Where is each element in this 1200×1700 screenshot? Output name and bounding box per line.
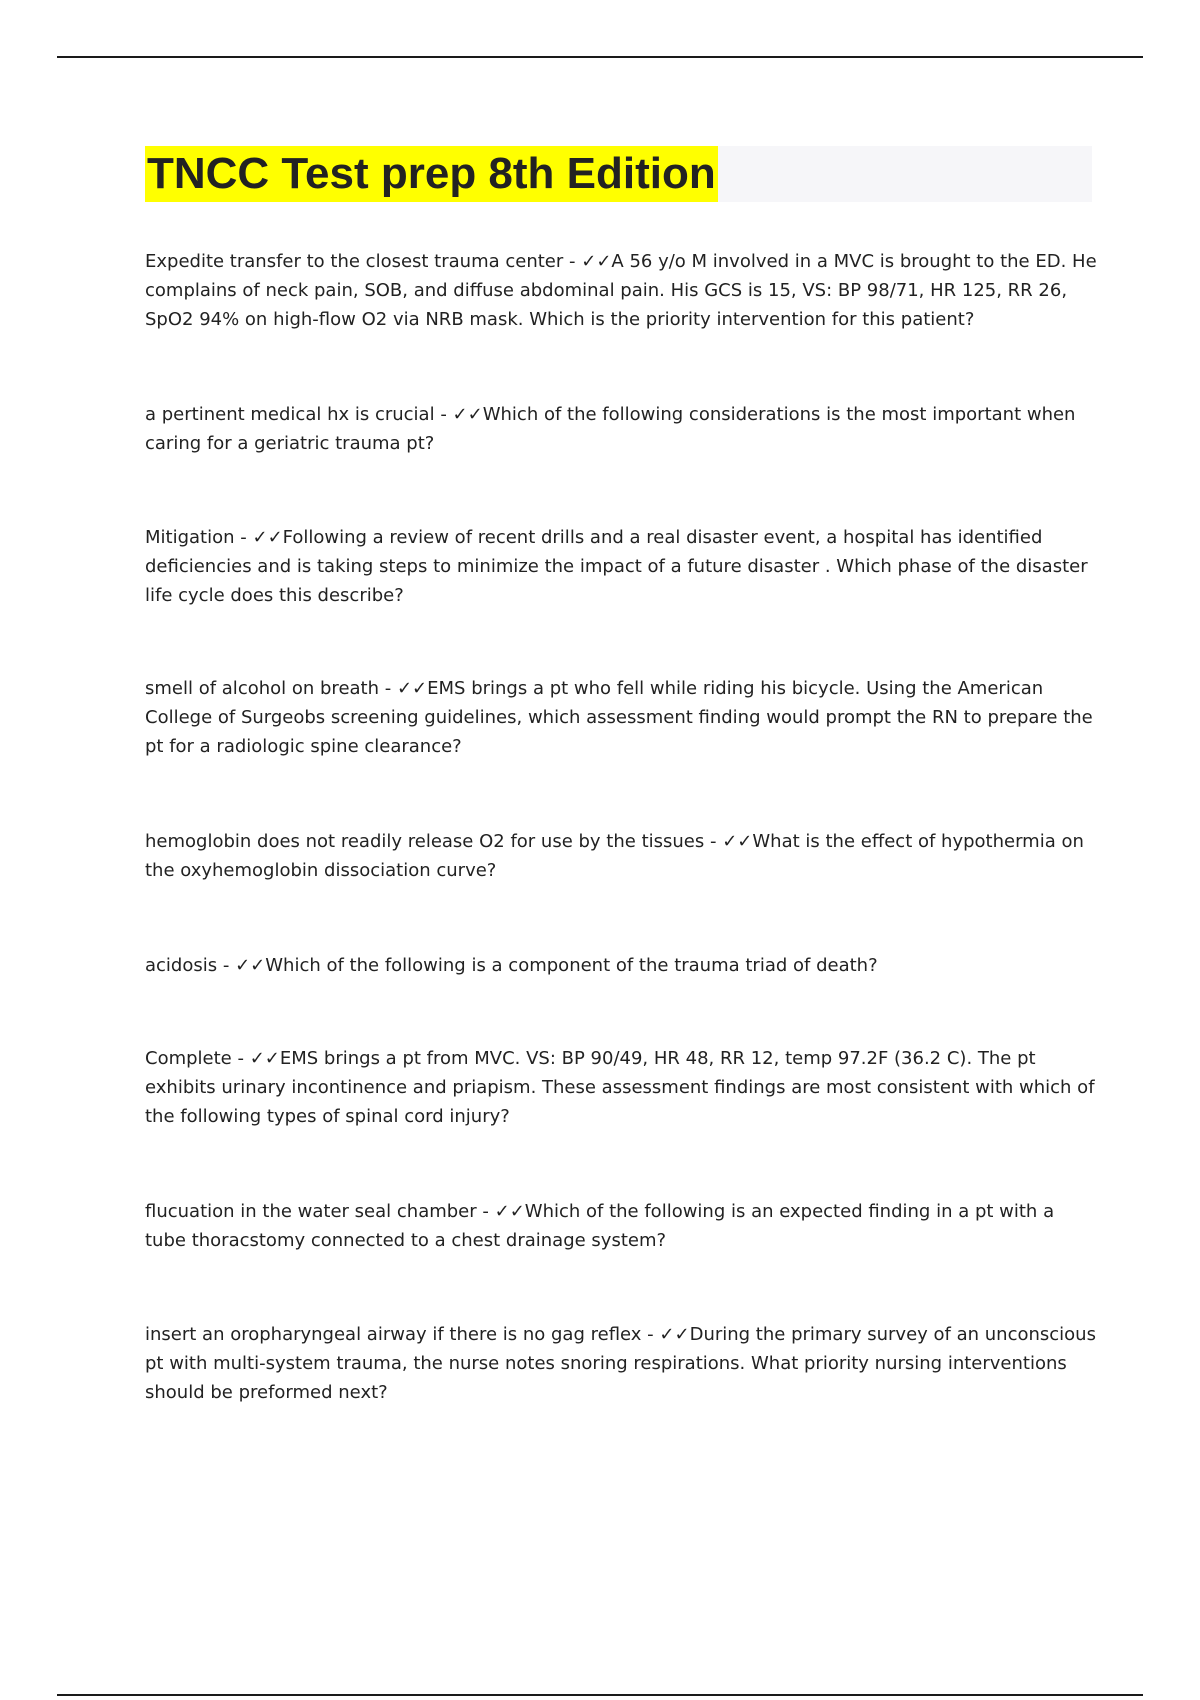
answer-text: Expedite transfer to the closest trauma center — [145, 251, 564, 272]
check-marks-icon: ✓✓ — [252, 527, 283, 548]
answer-text: acidosis — [145, 955, 218, 976]
separator: - — [217, 955, 236, 976]
separator: - — [476, 1201, 495, 1222]
answer-text: smell of alcohol on breath — [145, 678, 380, 699]
qa-item — [145, 674, 1100, 761]
answer-text: Complete — [145, 1048, 232, 1069]
answer-text: insert an oropharyngeal airway if there is no gag reflex — [145, 1324, 642, 1345]
question-text: EMS brings a pt who fell while riding his bicycle. Using the American College of Surgeobs screening guidelines, which assessment finding would prompt the RN to prepare the pt for a radiologic spine clearance? — [145, 678, 1099, 757]
question-text: EMS brings a pt from MVC. VS: BP 90/49, HR 48, RR 12, temp 97.2F (36.2 C). The pt exhibits urinary incontinence and priapism. These assessment findings are most consistent with which of the following types of spinal cord injury? — [145, 1048, 1101, 1127]
qa-item — [145, 1197, 1100, 1255]
qa-item — [145, 951, 1100, 980]
question-text: Following a review of recent drills and a real disaster event, a hospital has identified deficiencies and is taking steps to minimize the impact of a future disaster . Which phase of the disaster life cycle does this describe? — [145, 527, 1094, 606]
question-text: Which of the following is a component of the trauma triad of death? — [265, 955, 878, 976]
separator: - — [704, 831, 723, 852]
separator: - — [434, 404, 453, 425]
separator: - — [641, 1324, 660, 1345]
check-marks-icon: ✓✓ — [581, 251, 612, 272]
top-rule — [57, 56, 1143, 58]
qa-item — [145, 247, 1103, 334]
bottom-rule — [57, 1694, 1143, 1696]
answer-text: a pertinent medical hx is crucial — [145, 404, 435, 425]
separator: - — [563, 251, 582, 272]
check-marks-icon: ✓✓ — [452, 404, 483, 425]
question-text: A 56 y/o M involved in a MVC is brought to the ED. He complains of neck pain, SOB, and diffuse abdominal pain. His GCS is 15, VS: BP 98/71, HR 125, RR 26, SpO2 94% on high-flow O2 via NRB mask. Which is the priority intervention for this patient? — [145, 251, 1103, 330]
answer-text: Mitigation — [145, 527, 235, 548]
qa-item — [145, 400, 1100, 458]
check-marks-icon: ✓✓ — [396, 678, 428, 699]
separator: - — [234, 527, 253, 548]
check-marks-icon: ✓✓ — [235, 955, 266, 976]
check-marks-icon: ✓✓ — [659, 1324, 690, 1345]
qa-item — [145, 1320, 1100, 1407]
check-marks-icon: ✓✓ — [722, 831, 753, 852]
qa-item — [145, 827, 1100, 885]
page-title: TNCC Test prep 8th Edition — [145, 146, 718, 202]
answer-text: hemoglobin does not readily release O2 for use by the tissues — [145, 831, 705, 852]
answer-text: flucuation in the water seal chamber — [145, 1201, 477, 1222]
qa-item — [145, 523, 1100, 610]
check-marks-icon: ✓✓ — [249, 1048, 280, 1069]
check-marks-icon: ✓✓ — [494, 1201, 525, 1222]
question-text: During the primary survey of an unconscious pt with multi-system trauma, the nurse notes snoring respirations. What priority nursing interventions should be preformed next? — [145, 1324, 1102, 1403]
question-text: Which of the following considerations is the most important when caring for a geriatric trauma pt? — [145, 404, 1082, 454]
separator: - — [379, 678, 397, 699]
separator: - — [231, 1048, 250, 1069]
question-text: Which of the following is an expected finding in a pt with a tube thoracstomy connected to a chest drainage system? — [145, 1201, 1060, 1251]
question-text: What is the effect of hypothermia on the oxyhemoglobin dissociation curve? — [145, 831, 1090, 881]
qa-item — [145, 1044, 1100, 1131]
